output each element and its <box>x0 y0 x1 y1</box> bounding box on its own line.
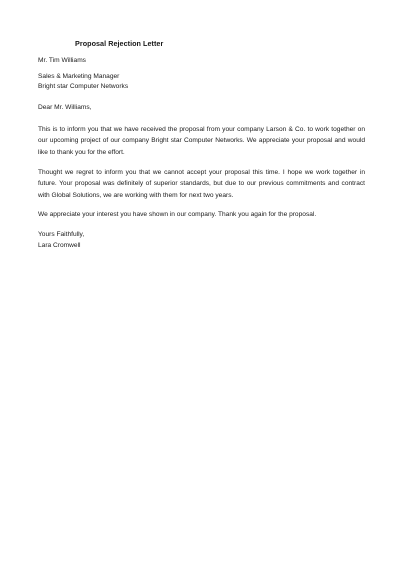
body-paragraph-2: Thought we regret to inform you that we cannot accept your proposal this time. I hope we work together in future. Your proposal was definitely of superior standards, but due to our previous commitments and contract with Global Solutions, we are working with them for next two years. <box>38 169 365 199</box>
recipient-name: Mr. Tim Williams <box>38 57 86 64</box>
closing: Yours Faithfully, <box>38 231 85 238</box>
body-paragraph-3: We appreciate your interest you have shown in our company. Thank you again for the proposal. <box>38 211 317 218</box>
salutation: Dear Mr. Williams, <box>38 104 92 111</box>
body-paragraph-1: This is to inform you that we have received the proposal from your company Larson & Co. to work together on our upcoming project of our company Bright star Computer Networks. We appreciate your proposal and would like to thank you for the effort. <box>38 126 365 156</box>
recipient-company: Bright star Computer Networks <box>38 83 129 90</box>
letter-title: Proposal Rejection Letter <box>75 39 164 48</box>
signature-name: Lara Cromwell <box>38 242 81 249</box>
recipient-position: Sales & Marketing Manager <box>38 73 120 80</box>
